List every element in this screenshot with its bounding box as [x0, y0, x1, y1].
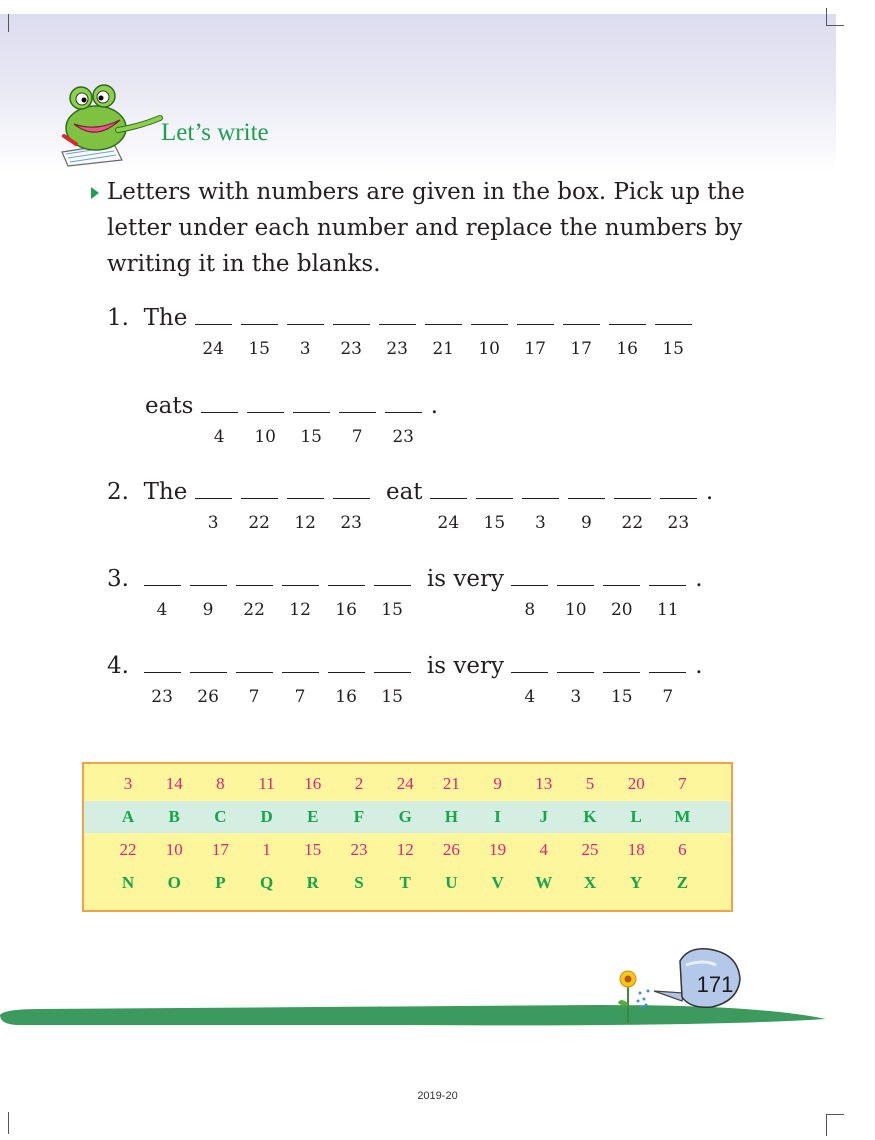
- answer-blank[interactable]: [293, 392, 330, 413]
- answer-blank[interactable]: [379, 304, 416, 325]
- code-number: 19: [489, 840, 507, 859]
- exercise-prefix: eats: [145, 393, 194, 419]
- answer-blank[interactable]: [511, 652, 548, 673]
- clue-number: 24: [202, 339, 224, 359]
- letter-code-table: [82, 762, 733, 912]
- clue-number: 15: [248, 339, 270, 359]
- clue-number: 23: [340, 339, 362, 359]
- answer-blank[interactable]: [236, 565, 273, 586]
- code-letter: Q: [259, 873, 274, 892]
- answer-blank[interactable]: [476, 478, 513, 499]
- answer-blank[interactable]: [603, 652, 640, 673]
- code-letter: G: [398, 807, 412, 826]
- code-number: 3: [123, 774, 133, 793]
- answer-blank[interactable]: [374, 652, 411, 673]
- answer-blank[interactable]: [655, 304, 692, 325]
- blank-group: [144, 653, 420, 679]
- clue-number: 17: [570, 339, 592, 359]
- exercise-1-line-2: [145, 392, 438, 419]
- answer-blank[interactable]: [557, 565, 594, 586]
- table-row: [84, 768, 731, 800]
- code-number: 21: [442, 774, 460, 793]
- footer-year: 2019-20: [417, 1090, 458, 1102]
- blank-group: [201, 393, 431, 419]
- crop-mark-top-right: [826, 8, 827, 26]
- answer-blank[interactable]: [282, 652, 319, 673]
- answer-blank[interactable]: [649, 565, 686, 586]
- clue-number: 23: [340, 513, 362, 533]
- clue-number: 17: [524, 339, 546, 359]
- code-letter: U: [445, 873, 458, 892]
- clue-number: 16: [335, 687, 357, 707]
- clue-number: 23: [667, 513, 690, 533]
- code-letter: O: [167, 873, 181, 892]
- exercise-number: 4.: [107, 653, 129, 679]
- crop-mark-bottom-right-v: [826, 1114, 827, 1136]
- code-number: 10: [165, 840, 183, 859]
- page-number: 171: [696, 972, 734, 997]
- table-row: [84, 867, 731, 899]
- code-letter: B: [168, 807, 180, 826]
- answer-blank[interactable]: [603, 565, 640, 586]
- clue-number: 24: [437, 513, 460, 533]
- clue-number: 12: [294, 513, 316, 533]
- answer-blank[interactable]: [385, 392, 422, 413]
- clue-number: 4: [524, 687, 536, 707]
- exercise-2-line: [107, 478, 713, 505]
- code-number: 7: [678, 774, 687, 793]
- answer-blank[interactable]: [568, 478, 605, 499]
- answer-blank[interactable]: [609, 304, 646, 325]
- frog-mascot-icon: [56, 80, 166, 170]
- code-letter: X: [583, 873, 597, 892]
- answer-blank[interactable]: [241, 304, 278, 325]
- code-number: 25: [581, 840, 599, 859]
- answer-blank[interactable]: [563, 304, 600, 325]
- code-number: 24: [396, 774, 414, 793]
- answer-blank[interactable]: [195, 304, 232, 325]
- exercise-middle: eat: [385, 479, 423, 505]
- clue-number: 15: [300, 427, 322, 447]
- answer-blank[interactable]: [190, 652, 227, 673]
- clue-number: 15: [381, 687, 403, 707]
- code-number: 16: [304, 774, 322, 793]
- clue-number: 3: [207, 513, 219, 533]
- answer-blank[interactable]: [287, 478, 324, 499]
- clue-number: 8: [524, 600, 536, 620]
- clue-number: 9: [580, 513, 592, 533]
- answer-blank[interactable]: [287, 304, 324, 325]
- clue-number: 4: [156, 600, 168, 620]
- clue-number: 16: [616, 339, 638, 359]
- table-row: [84, 801, 731, 833]
- answer-blank[interactable]: [430, 478, 467, 499]
- code-number: 5: [585, 774, 595, 793]
- code-letter: V: [491, 873, 504, 892]
- crop-mark-top-right-h: [826, 25, 844, 26]
- period: .: [695, 566, 703, 592]
- clue-number: 7: [351, 427, 363, 447]
- code-number: 6: [678, 840, 687, 859]
- answer-blank[interactable]: [517, 304, 554, 325]
- code-number: 12: [396, 840, 414, 859]
- code-number: 18: [627, 840, 645, 859]
- bullet-arrow-icon: [90, 186, 100, 200]
- answer-blank[interactable]: [339, 392, 376, 413]
- answer-blank[interactable]: [649, 652, 686, 673]
- clue-number: 16: [335, 600, 357, 620]
- answer-blank[interactable]: [247, 392, 284, 413]
- answer-blank[interactable]: [241, 478, 278, 499]
- exercise-prefix: The: [143, 305, 188, 331]
- exercise-number: 1.: [107, 305, 129, 331]
- answer-blank[interactable]: [511, 565, 548, 586]
- clue-number: 4: [213, 427, 225, 447]
- code-letter: P: [215, 873, 226, 892]
- code-letter: K: [583, 807, 597, 826]
- code-number: 9: [493, 774, 502, 793]
- code-letter: A: [121, 807, 135, 826]
- code-letter: E: [307, 807, 319, 826]
- period: .: [695, 653, 703, 679]
- answer-blank[interactable]: [660, 478, 697, 499]
- code-number: 20: [627, 774, 645, 793]
- code-letter: W: [535, 873, 553, 892]
- clue-number: 15: [662, 339, 684, 359]
- clue-number: 15: [483, 513, 506, 533]
- code-letter: N: [121, 873, 135, 892]
- clue-number: 15: [610, 687, 633, 707]
- code-number: 11: [258, 774, 275, 793]
- code-letter: D: [260, 807, 273, 826]
- clue-number: 23: [392, 427, 414, 447]
- code-letter: Z: [676, 873, 689, 892]
- code-number: 13: [535, 774, 553, 793]
- crop-mark-top-left: [8, 14, 9, 32]
- code-letter: R: [306, 873, 319, 892]
- code-letter: Y: [630, 873, 643, 892]
- code-letter: I: [494, 807, 501, 826]
- instruction-text: Letters with numbers are given in the box. Pick up the letter under each number and replace the numbers by writing it in the blanks.: [107, 179, 745, 277]
- crop-mark-bottom-left: [8, 1112, 9, 1134]
- code-number: 2: [354, 774, 364, 793]
- clue-number: 3: [570, 687, 582, 707]
- clue-number: 10: [478, 339, 500, 359]
- code-number: 14: [165, 774, 183, 793]
- period: .: [430, 393, 438, 419]
- code-number: 23: [350, 840, 368, 859]
- answer-blank[interactable]: [614, 478, 651, 499]
- answer-blank[interactable]: [195, 478, 232, 499]
- clue-number: 20: [610, 600, 633, 620]
- clue-number: 15: [381, 600, 403, 620]
- blank-group: [195, 305, 701, 331]
- exercise-3-line: [107, 565, 703, 592]
- code-number: 15: [304, 840, 322, 859]
- answer-blank[interactable]: [328, 565, 365, 586]
- clue-number: 26: [197, 687, 219, 707]
- answer-blank[interactable]: [201, 392, 238, 413]
- code-number: 17: [211, 840, 229, 859]
- code-number: 8: [216, 774, 225, 793]
- table-row: [84, 834, 731, 866]
- crop-mark-bottom-right: [826, 1114, 844, 1115]
- code-letter: S: [354, 873, 364, 892]
- code-letter: L: [630, 807, 642, 826]
- exercise-prefix: The: [143, 479, 188, 505]
- clue-number: 3: [299, 339, 311, 359]
- answer-blank[interactable]: [333, 304, 370, 325]
- answer-blank[interactable]: [282, 565, 319, 586]
- answer-blank[interactable]: [522, 478, 559, 499]
- exercise-4-line: [107, 652, 703, 679]
- clue-number: 22: [248, 513, 270, 533]
- code-letter: J: [539, 807, 549, 826]
- clue-number: 11: [656, 600, 679, 620]
- answer-blank[interactable]: [328, 652, 365, 673]
- answer-blank[interactable]: [374, 565, 411, 586]
- clue-number: 22: [243, 600, 265, 620]
- clue-number: 12: [289, 600, 311, 620]
- blank-group: [430, 479, 706, 505]
- answer-blank[interactable]: [144, 565, 181, 586]
- blank-group: [511, 566, 695, 592]
- code-letter: C: [214, 807, 227, 826]
- exercise-number: 3.: [107, 566, 129, 592]
- answer-blank[interactable]: [144, 652, 181, 673]
- clue-number: 3: [534, 513, 546, 533]
- clue-number: 7: [294, 687, 306, 707]
- section-title: Let’s write: [161, 119, 269, 146]
- exercise-middle: is very: [426, 653, 504, 679]
- clue-number: 21: [432, 339, 454, 359]
- clue-number: 23: [151, 687, 173, 707]
- answer-blank[interactable]: [425, 304, 462, 325]
- clue-number: 10: [254, 427, 276, 447]
- answer-blank[interactable]: [333, 478, 370, 499]
- code-letter: H: [444, 807, 458, 826]
- code-letter: F: [353, 807, 365, 826]
- code-number: 26: [442, 840, 460, 859]
- exercise-middle: is very: [426, 566, 504, 592]
- answer-blank[interactable]: [471, 304, 508, 325]
- clue-number: 22: [621, 513, 644, 533]
- clue-number: 23: [386, 339, 408, 359]
- period: .: [705, 479, 714, 505]
- exercise-1-line-1: [107, 304, 701, 331]
- answer-blank[interactable]: [557, 652, 594, 673]
- blank-group: [195, 479, 379, 505]
- code-letter: M: [674, 807, 691, 826]
- code-letter: T: [399, 873, 411, 892]
- blank-group: [144, 566, 420, 592]
- code-number: 4: [539, 840, 549, 859]
- answer-blank[interactable]: [236, 652, 273, 673]
- clue-number: 10: [564, 600, 587, 620]
- answer-blank[interactable]: [190, 565, 227, 586]
- exercise-number: 2.: [107, 479, 129, 505]
- code-number: 1: [262, 840, 271, 859]
- clue-number: 9: [202, 600, 214, 620]
- blank-group: [511, 653, 695, 679]
- code-number: 22: [119, 840, 137, 859]
- clue-number: 7: [248, 687, 260, 707]
- clue-number: 7: [662, 687, 674, 707]
